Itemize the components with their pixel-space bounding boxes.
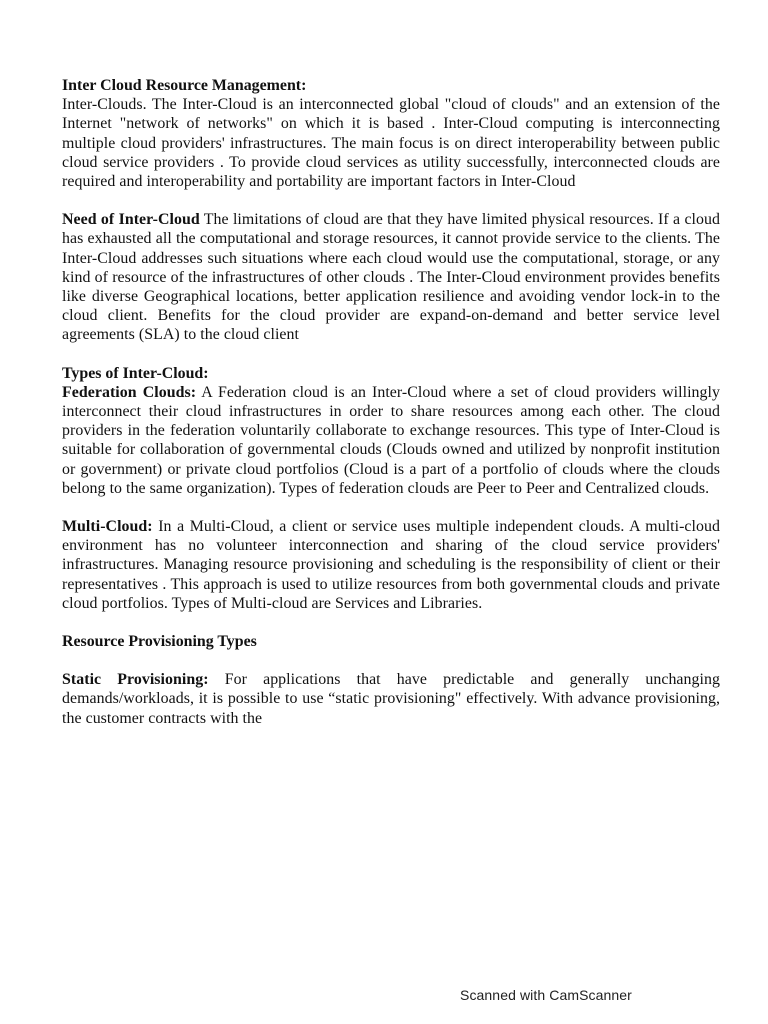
section-types-of-inter-cloud	[62, 364, 720, 498]
text-federation-clouds: A Federation cloud is an Inter-Cloud where a set of cloud providers willingly interconnect their cloud infrastructures in order to share resources among each other. The cloud providers in the federation voluntarily collaborate to exchange resources. This type of Inter-Cloud is suitable for collaboration of governmental clouds (Clouds owned and utilized by nonprofit institution or government) or private cloud portfolios (Cloud is a part of a portfolio of clouds where the clouds belong to the same organization). Types of federation clouds are Peer to Peer and Centralized clouds.	[62, 383, 720, 497]
heading-resource-provisioning-types: Resource Provisioning Types	[62, 633, 257, 651]
heading-types-of-inter-cloud: Types of Inter-Cloud:	[62, 364, 209, 382]
paragraph-federation-clouds	[62, 383, 720, 498]
section-static-provisioning	[62, 670, 720, 728]
text-static-provisioning: For applications that have predictable and generally unchanging demands/workloads, it is possible to use “static provisioning" effectively. With advance provisioning, the customer contracts with the	[62, 671, 720, 727]
text-need-of-inter-cloud: The limitations of cloud are that they have limited physical resources. If a cloud has exhausted all the computational and storage resources, it cannot provide service to the clients. The Inter-Cloud addresses such situations where each cloud would use the computational, storage, or any kind of resource of the infrastructures of other clouds . The Inter-Cloud environment provides benefits like diverse Geographical locations, better application resilience and avoiding vendor lock-in to the cloud client. Benefits for the cloud provider are expand-on-demand and better service level agreements (SLA) to the cloud client	[62, 211, 720, 344]
lead-federation-clouds: Federation Clouds:	[62, 383, 197, 401]
paragraph-need-of-inter-cloud	[62, 210, 720, 344]
section-multi-cloud	[62, 517, 720, 613]
paragraph-static-provisioning	[62, 670, 720, 728]
text-multi-cloud: In a Multi-Cloud, a client or service uses multiple independent clouds. A multi-cloud environment has no volunteer interconnection and sharing of the cloud service providers' infrastructures. Managing resource provisioning and scheduling is the responsibility of client or their representatives . This approach is used to utilize resources from both governmental clouds and private cloud portfolios. Types of Multi-cloud are Services and Libraries.	[62, 518, 720, 612]
section-resource-provisioning-types	[62, 632, 720, 651]
heading-inter-cloud-resource-management: Inter Cloud Resource Management:	[62, 77, 307, 94]
lead-multi-cloud: Multi-Cloud:	[62, 518, 153, 536]
camscanner-watermark: Scanned with CamScanner	[460, 987, 632, 1003]
document-page	[62, 76, 720, 747]
paragraph-multi-cloud	[62, 517, 720, 613]
section-need-of-inter-cloud	[62, 210, 720, 344]
section-inter-cloud-resource-management	[62, 76, 720, 191]
lead-static-provisioning: Static Provisioning:	[62, 671, 209, 689]
paragraph-inter-clouds: Inter-Clouds. The Inter-Cloud is an interconnected global "cloud of clouds" and an extension of the Internet "network of networks" on which it is based . Inter-Cloud computing is interconnecting multiple cloud providers' infrastructures. The main focus is on direct interoperability between public cloud service providers . To provide cloud services as utility successfully, interconnected clouds are required and interoperability and portability are important factors in Inter-Cloud	[62, 96, 720, 191]
lead-need-of-inter-cloud: Need of Inter-Cloud	[62, 211, 200, 229]
